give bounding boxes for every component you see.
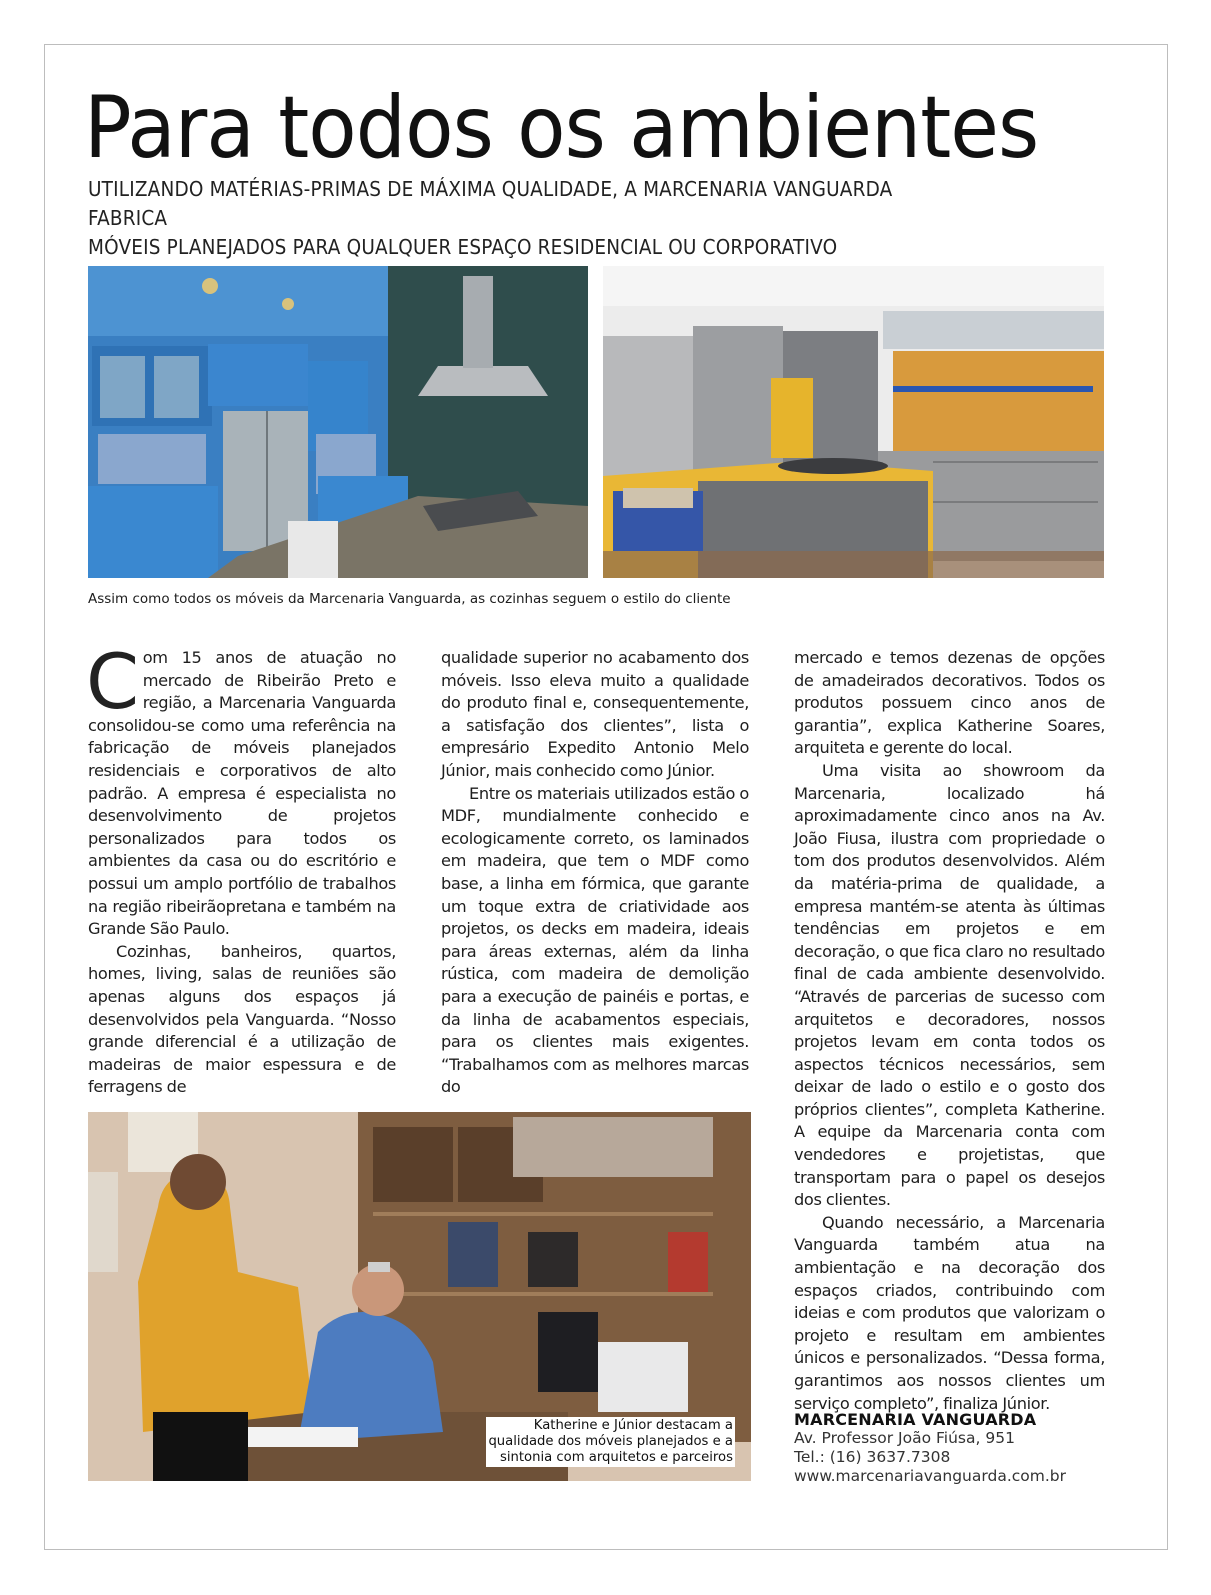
photo-caption-bottom	[486, 1417, 735, 1467]
body-column-1	[86, 637, 396, 1099]
article-subtitle	[88, 175, 970, 262]
paragraph-4: Uma visita ao showroom da Marcenaria, localizado há aproximadamente cinco anos na Av. João Fiusa, ilustra com propriedade o tom dos produtos desenvolvidos. Além da matéria-prima de qualidade, a empresa mantém-se atenta às últimas tendências em projetos e em decoração, o que fica claro no resultado final de cada ambiente desenvolvido. “Através de parcerias de sucesso com arquitetos e decoradores, nossos projetos levam em conta todos os aspectos técnicos necessários, sem deixar de lado o estilo e o gosto dos próprios clientes”, completa Katherine. A equipe da Marcenaria conta com vendedores e projetistas, que transportam para o papel os desejos dos clientes.	[794, 760, 1105, 1210]
body-column-2	[441, 647, 749, 1099]
photo-katherine-junior	[88, 1112, 751, 1481]
subtitle-line-1: UTILIZANDO MATÉRIAS-PRIMAS DE MÁXIMA QUALIDADE, A MARCENARIA VANGUARDA FABRICA	[88, 177, 893, 230]
company-phone: Tel.: (16) 3637.7308	[794, 1448, 951, 1466]
article-title: Para todos os ambientes	[84, 78, 1039, 178]
photo-caption-bottom-line-3: sintonia com arquitetos e parceiros	[499, 1450, 733, 1465]
paragraph-2-continued: qualidade superior no acabamento dos móveis. Isso eleva muito a qualidade do produto final e, consequentemente, a satisfação dos clientes”, lista o empresário Expedito Antonio Melo Júnior, mais conhecido como Júnior.	[441, 648, 749, 780]
subtitle-line-2: MÓVEIS PLANEJADOS PARA QUALQUER ESPAÇO RESIDENCIAL OU CORPORATIVO	[88, 235, 838, 259]
drop-cap: C	[86, 637, 139, 726]
contact-block	[794, 1410, 1066, 1486]
paragraph-3: Entre os materiais utilizados estão o MDF, mundialmente conhecido e ecologicamente correto, os laminados em madeira, que tem o MDF como base, a linha em fórmica, que garante um toque extra de criatividade aos projetos, os decks em madeira, ideais para áreas externas, além da linha rústica, com madeira de demolição para a execução de painéis e portas, e da linha de acabamentos especiais, para os clientes mais exigentes. “Trabalhamos com as melhores marcas do	[441, 783, 749, 1097]
body-column-3	[794, 647, 1105, 1415]
paragraph-1-text: om 15 anos de atuação no mercado de Ribeirão Preto e região, a Marcenaria Vanguarda consolidou-se como uma referência na fabricação de móveis planejados residenciais e corporativos de alto padrão. A empresa é especialista no desenvolvimento de projetos personalizados para todos os ambientes da casa ou do escritório e possui um amplo portfólio de trabalhos na região ribeirãopretana e também na Grande São Paulo.	[88, 648, 396, 939]
photo-caption-top: Assim como todos os móveis da Marcenaria Vanguarda, as cozinhas seguem o estilo do cliente	[88, 591, 731, 607]
company-address: Av. Professor João Fiúsa, 951	[794, 1429, 1015, 1447]
paragraph-1	[86, 637, 396, 941]
photo-caption-bottom-line-2: qualidade dos móveis planejados e a	[488, 1434, 733, 1449]
photo-caption-bottom-line-1: Katherine e Júnior destacam a	[533, 1418, 733, 1433]
paragraph-5: Quando necessário, a Marcenaria Vanguarda também atua na ambientação e na decoração dos espaços criados, contribuindo com ideias e com produtos que valorizam o projeto e resultam em ambientes únicos e personalizados. “Dessa forma, garantimos aos nossos clientes um serviço completo”, finaliza Júnior.	[794, 1212, 1105, 1413]
photo-blue-kitchen	[88, 266, 588, 578]
paragraph-3-continued: mercado e temos dezenas de opções de amadeirados decorativos. Todos os produtos possuem cinco anos de garantia”, explica Katherine Soares, arquiteta e gerente do local.	[794, 648, 1105, 758]
company-website[interactable]: www.marcenariavanguarda.com.br	[794, 1467, 1066, 1485]
photo-yellow-kitchen	[603, 266, 1104, 578]
company-name: MARCENARIA VANGUARDA	[794, 1410, 1037, 1429]
paragraph-2: Cozinhas, banheiros, quartos, homes, living, salas de reuniões são apenas alguns dos espaços já desenvolvidos pela Vanguarda. “Nosso grande diferencial é a utilização de madeiras de maior espessura e de ferragens de	[88, 941, 396, 1097]
